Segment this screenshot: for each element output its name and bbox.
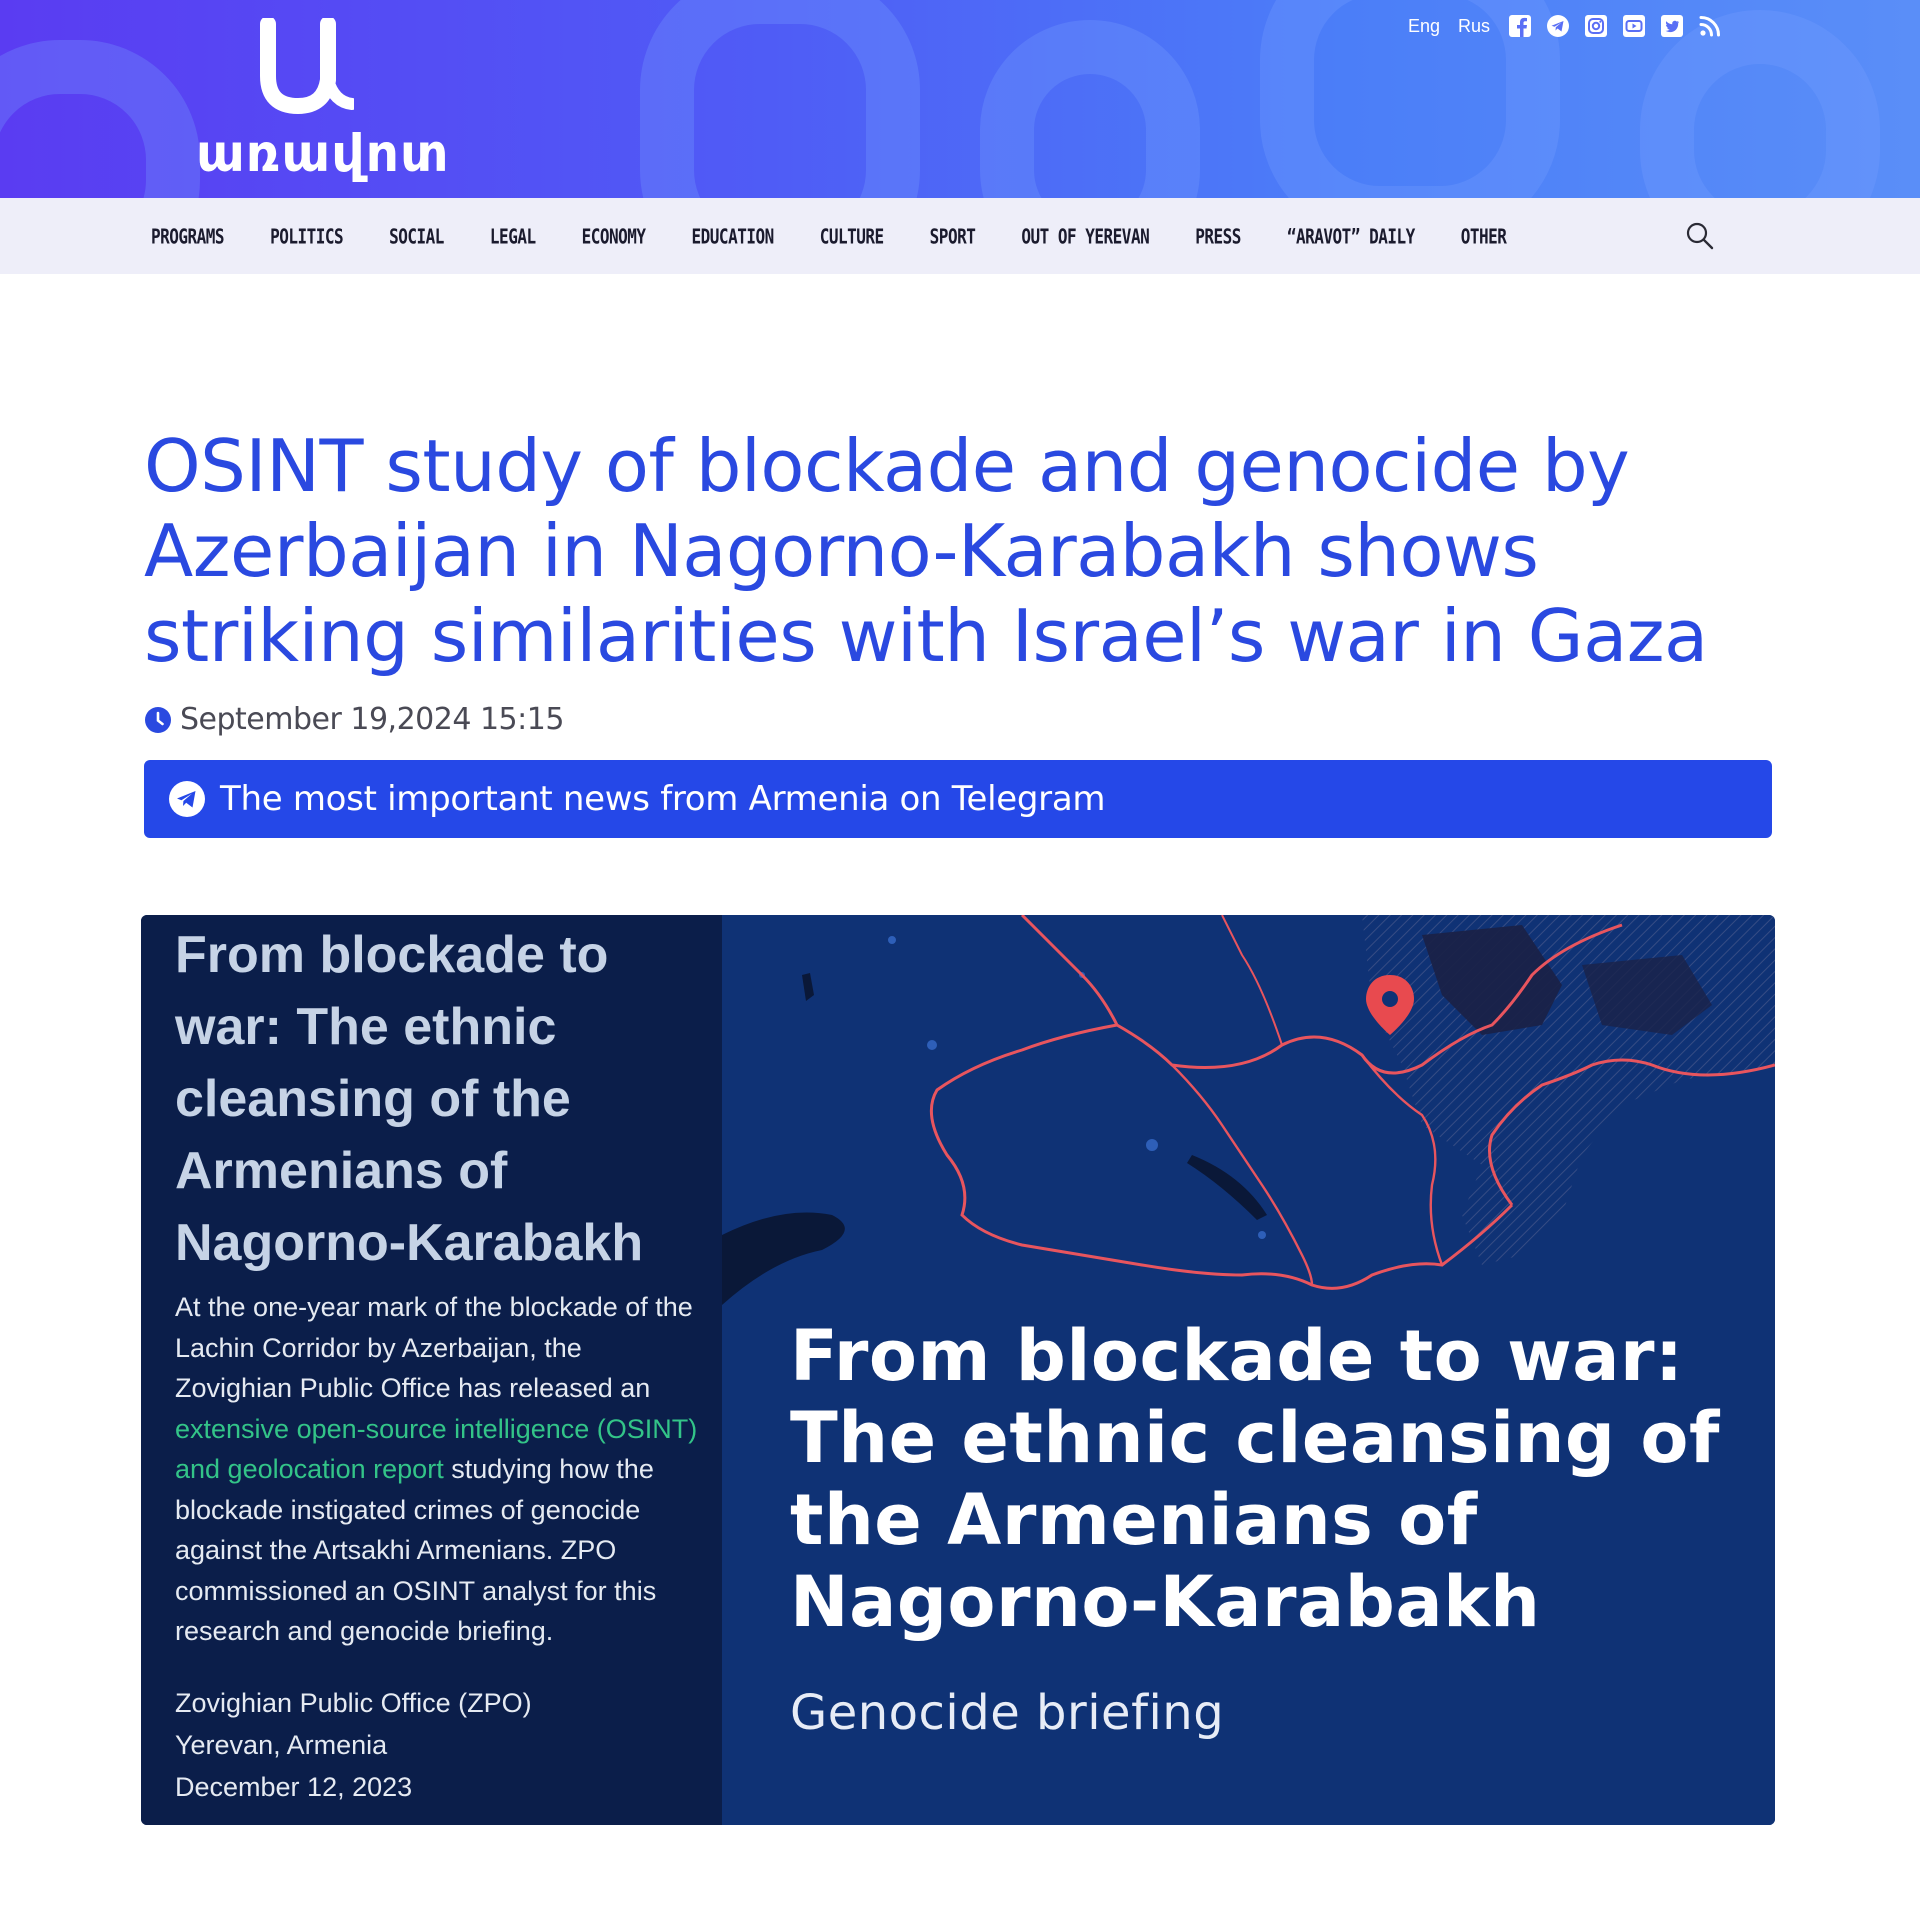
image-left-title: From blockade to war: The ethnic cleansing of the Armenians of Nagorno-Karabakh: [175, 926, 644, 1272]
article-meta: [144, 702, 564, 737]
image-footer-place: Yerevan, Armenia: [175, 1730, 388, 1760]
image-footer-org: Zovighian Public Office (ZPO): [175, 1688, 532, 1718]
telegram-banner-text: The most important news from Armenia on Telegram: [220, 779, 1106, 819]
image-body-part2: studying how the blockade instigated crimes of genocide against the Artsakhi Armenians. ZPO commissioned an OSINT analyst for this research and genocide briefing.: [175, 1454, 657, 1646]
image-right-panel: [722, 915, 1775, 1825]
header-decoration: [640, 0, 920, 198]
header-utilities: [1408, 14, 1722, 38]
image-right-title: From blockade to war: The ethnic cleansing of the Armenians of Nagorno-Karabakh: [790, 1315, 1720, 1643]
logo-mark-icon: [254, 18, 354, 122]
nav-item-aravot-daily[interactable]: “ARAVOT” DAILY: [1286, 224, 1415, 248]
image-footer-date: December 12, 2023: [175, 1772, 413, 1802]
nav-item-programs[interactable]: PROGRAMS: [151, 224, 225, 248]
youtube-icon[interactable]: [1622, 14, 1646, 38]
image-left-body: [175, 1287, 705, 1652]
image-body-link: extensive open-source intelligence (OSINT) and geolocation report: [175, 1413, 698, 1484]
image-left-footer: [175, 1682, 695, 1808]
facebook-icon[interactable]: [1508, 14, 1532, 38]
site-logo[interactable]: [196, 18, 450, 184]
twitter-icon[interactable]: [1660, 14, 1684, 38]
image-right-subtitle: Genocide briefing: [790, 1685, 1225, 1741]
header-decoration: [1640, 10, 1880, 198]
site-header: [0, 0, 1920, 198]
telegram-banner-link[interactable]: [144, 760, 1772, 838]
telegram-icon[interactable]: [1546, 14, 1570, 38]
nav-item-culture[interactable]: CULTURE: [819, 224, 884, 248]
nav-item-education[interactable]: EDUCATION: [691, 224, 774, 248]
header-decoration: [0, 40, 200, 198]
nav-item-economy[interactable]: ECONOMY: [581, 224, 646, 248]
nav-item-social[interactable]: SOCIAL: [389, 224, 444, 248]
rss-icon[interactable]: [1698, 14, 1722, 38]
instagram-icon[interactable]: [1584, 14, 1608, 38]
nav-item-sport[interactable]: SPORT: [929, 224, 976, 248]
nav-item-press[interactable]: PRESS: [1195, 224, 1241, 248]
nav-items: [151, 198, 1552, 274]
nav-item-out-of-yerevan[interactable]: OUT OF YEREVAN: [1021, 224, 1150, 248]
article-featured-image: [141, 915, 1775, 1825]
nav-item-legal[interactable]: LEGAL: [489, 224, 536, 248]
article-date: September 19,2024 15:15: [180, 702, 564, 737]
lang-eng-link[interactable]: Eng: [1407, 15, 1440, 36]
nav-item-other[interactable]: OTHER: [1460, 224, 1507, 248]
image-body-part1: At the one-year mark of the blockade of the Lachin Corridor by Azerbaijan, the Zovighian Public Office has released an: [175, 1292, 693, 1403]
main-nav: [0, 198, 1920, 274]
article-title: OSINT study of blockade and genocide by Azerbaijan in Nagorno-Karabakh shows striking similarities with Israel’s war in Gaza: [144, 424, 1708, 678]
nav-item-politics[interactable]: POLITICS: [270, 224, 344, 248]
search-icon: [1684, 220, 1716, 252]
search-button[interactable]: [1684, 220, 1716, 252]
lang-rus-link[interactable]: Rus: [1457, 15, 1490, 36]
clock-icon: [144, 706, 172, 734]
telegram-icon: [168, 780, 206, 818]
logo-text: առավոտ: [196, 124, 450, 184]
image-left-panel: [141, 915, 722, 1825]
header-decoration: [980, 20, 1200, 198]
